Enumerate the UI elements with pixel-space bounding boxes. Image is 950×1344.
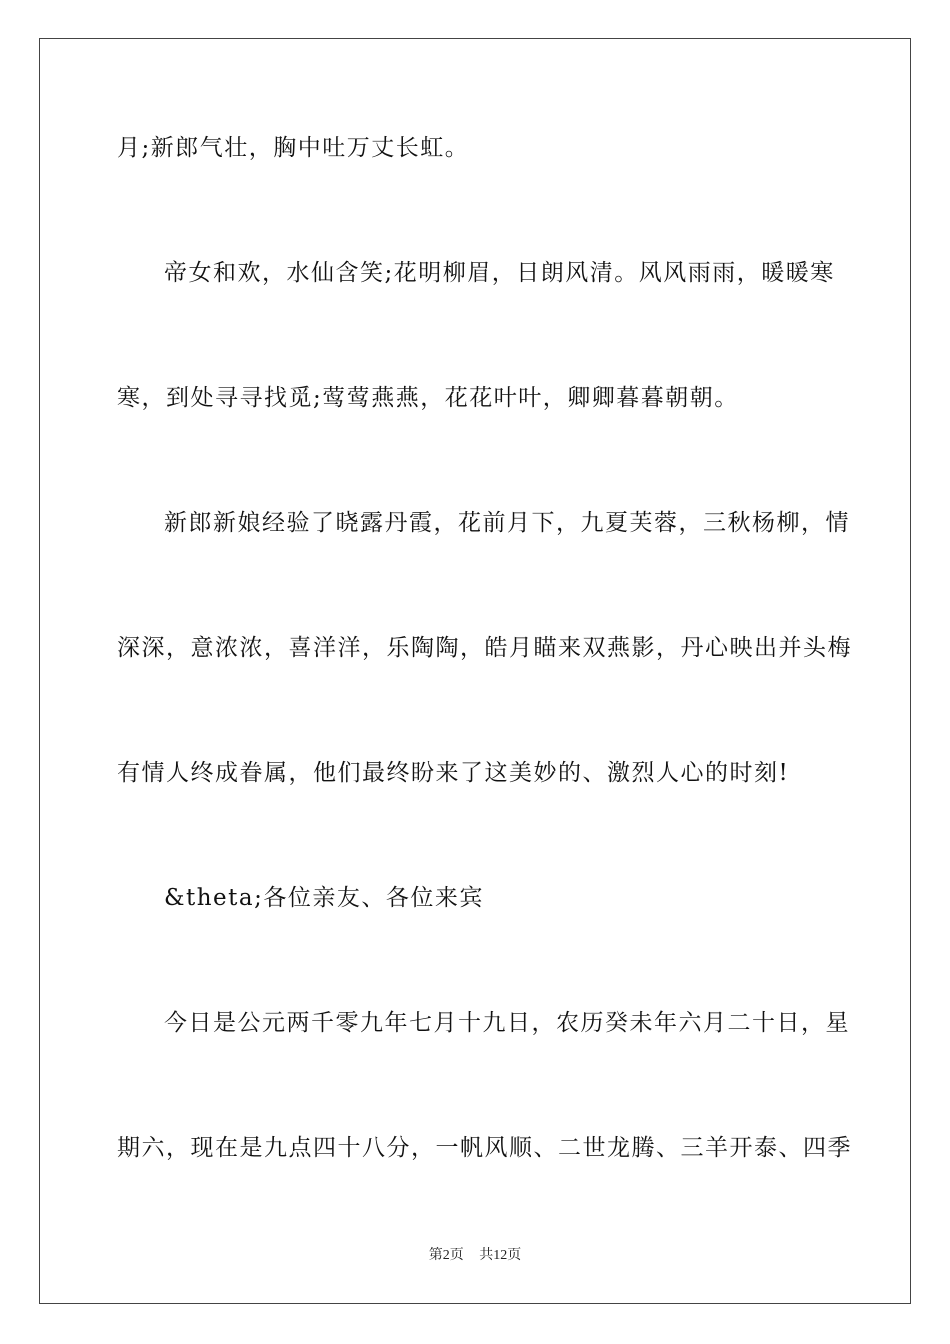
text-line-1: 月;新郎气壮，胸中吐万丈长虹。 <box>117 135 470 161</box>
text-line-6: 有情人终成眷属，他们最终盼来了这美妙的、激烈人心的时刻! <box>117 760 790 786</box>
text-line-7: &theta;各位亲友、各位来宾 <box>164 885 484 911</box>
text-line-3: 寒，到处寻寻找觅;莺莺燕燕，花花叶叶，卿卿暮暮朝朝。 <box>117 385 739 411</box>
text-line-8: 今日是公元两千零九年七月十九日，农历癸未年六月二十日，星 <box>164 1010 850 1036</box>
page-total: 共12页 <box>479 1248 522 1263</box>
text-line-5: 深深，意浓浓，喜洋洋，乐陶陶，皓月瞄来双燕影，丹心映出并头梅 <box>117 635 852 661</box>
text-line-4: 新郎新娘经验了晓露丹霞，花前月下，九夏芙蓉，三秋杨柳，情 <box>164 510 850 536</box>
page-footer <box>0 1246 950 1266</box>
page-border <box>39 38 911 1304</box>
text-line-9: 期六，现在是九点四十八分，一帆风顺、二世龙腾、三羊开泰、四季 <box>117 1135 852 1161</box>
page-number: 第2页 <box>428 1248 464 1263</box>
text-line-2: 帝女和欢，水仙含笑;花明柳眉，日朗风清。风风雨雨，暖暖寒 <box>164 260 835 286</box>
